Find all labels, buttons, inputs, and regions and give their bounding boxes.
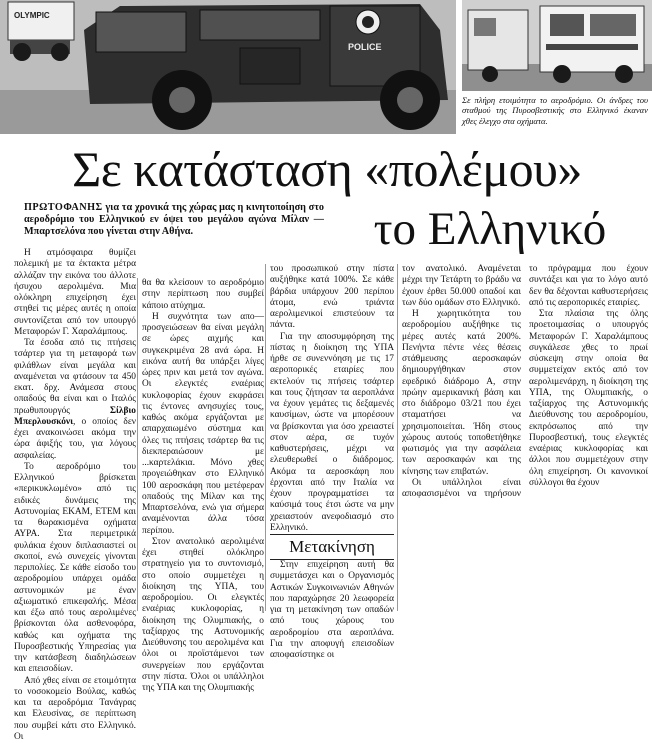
column-divider (397, 264, 398, 611)
paragraph-text: Τα έσοδα από τις πτήσεις τσάρτερ για τη μεταφορά των φιλάθλων είναι μεγάλα και αναμένεται να φτάσουν τα 450 εκατ. δρχ. Ανάμεσα στους οπαδούς θα είναι και ο Ιταλός πρωθυπουργός (14, 338, 136, 416)
vehicle-door-label: POLICE (348, 42, 382, 52)
truck-label: OLYMPIC (14, 11, 50, 20)
person-name: Σίλβιο Μπερλουσκόνι (14, 406, 136, 427)
paragraph: Το αεροδρόμιο του Ελληνικού βρίσκεται «περικυκλωμένο» από τις ειδικές δυνάμεις της Αστυνομίας ΕΚΑΜ, ΕΤΕΜ και τα θωρακισμένα οχήματα ΑΥΡΑ. Στα περιμετρικά φυλάκια έχουν διπλασιαστεί οι σκοποί, ενώ συνεχείς γίνονται περιπολίες. Σε κάθε είσοδο του αεροδρομίου υπάρχει ομάδα αστυνομικών με έναν αξιωματικό επικεφαλής. Μέσα και έξω από τους αερολιμένες βρίσκονται όλα ασθενοφόρα, καθώς και οχήματα της Πυροσβεστικής Υπηρεσίας για την κατάσβεση διαδηλώσεων και επεισοδίων. (14, 462, 136, 676)
armored-vehicle-illustration (0, 0, 456, 134)
side-photo (460, 0, 652, 91)
kicker (24, 202, 324, 239)
paragraph: του προσωπικού στην πίστα αυξήθηκε κατά 100%. Σε κάθε βάρδια υπάρχουν 200 περίπου άτομα, ενώ τριάντα αερολιμενικοί επιστεύουν τα πάντα. (270, 264, 394, 332)
kicker-text: για τα χρονικά της χώρας μας η κινητοποίηση στο αεροδρόμιο του Ελληνικού εν όψει του μεγάλου αγώνα Μίλαν — Μπαρτσελόνα που γίνεται στην Αθήνα. (24, 202, 324, 237)
column-divider (265, 264, 266, 611)
article-column-4 (402, 264, 648, 611)
paragraph: Από χθες είναι σε ετοιμότητα το νοσοκομείο Βούλας, καθώς και τα αεροδρόμια Τανάγρας και Ελευσίνας, σε περίπτωση που συμβεί κάτι στο Ελληνικό. Οι (14, 676, 136, 743)
paragraph: Στα πλαίσια της όλης προετοιμασίας ο υπουργός Μεταφορών Γ. Χαραλάμπους συγκάλεσε χθες το πρωί σύσκεψη στην οποία θα συμμετείχαν εκτός από τον αερολιμενάρχη, η διοίκηση της ΥΠΑ, της Ολυμπιακής, ο ταξίαρχος της Αστυνομικής Διεύθυνσης του αεροδρομίου, εκπρόσωπος από την Πυροσβεστική, τους ελεγκτές εναέριας κυκλοφορίας και άλλοι που συμμετέχουν στην όλη επιχείρηση. Οι κανονικοί σύλλογοι θα έχουν (529, 309, 648, 489)
headline: Σε κατάσταση «πολέμου» (4, 140, 650, 198)
section-subhead: Μετακίνηση (270, 534, 394, 560)
paragraph: Η χωρητικότητα του αεροδρομίου αυξήθηκε τις μέρες αυτές κατά 200%. Πενήντα πέντε νέες θέσεις στάθμευσης αεροσκαφών δημιουργήθηκαν στον εφεδρικό διάδρομο Α, στην πρώην αμερικανική βάση και στο διάδρομο 03/21 που έχει σταματήσει να χρησιμοποιείται. Ήδη στους χώρους αυτούς τοποθετήθηκε φωτισμός για την ασφάλεια των αεροσκαφών και της κίνησης των επιβατών. (402, 309, 521, 478)
paragraph: Οι υπάλληλοι είναι αποφασισμένοι να τηρήσουν το πρόγραμμα που έχουν συντάξει και για το λόγο αυτό δεν θα δέχονται καθυστερήσεις από τις αεροπορικές εταιρίες. (402, 264, 648, 500)
column-divider (137, 278, 138, 611)
paragraph: Η συχνότητα των απο—προσγειώσεων θα είναι μεγάλη σε ώρες αιχμής και συγκεκριμένα 28 ανά ώρα. Η εικόνα αυτή θα υπάρξει λίγες ώρες πριν και μετά τον αγώνα. Οι ελεγκτές εναέριας κυκλοφορίας έχουν εκφράσει τις έντονες ανησυχίες τους, καθώς ακόμα εργάζονται με απαρχαιωμένο σύστημα και όλες τις πτήσεις τσάρτερ θα τις διεκπεραιώσουν με ...καρτελάκια. Μόνο χθες προγειώθηκαν στο Ελληνικό 100 αεροσκάφη που μετέφεραν οπαδούς της Μίλαν και της Μπαρτσελόνα, ενώ για σήμερα αναμένονται άλλα τόσα περίπου. (142, 312, 264, 537)
paragraph: Για την αποσυμφόρηση της πίστας η διοίκηση της ΥΠΑ ήρθε σε συνεννόηση με τις 17 αεροπορικές εταιρίες που εκτελούν τις πτήσεις τσάρτερ και τους ζήτησαν τα αεροπλάνα να έχουν γεμάτες τις δεξαμενές καυσίμων, ώστε να μπορέσουν να βρίσκονται για όσο χρειαστεί στον αέρα, σε τυχόν καθυστερήσεις, μέχρι να ελευθερωθεί ο διάδρομος. Ακόμα τα αεροσκάφη που έρχονται από την Ιταλία να έχουν προγραμματίσει τα καύσιμά τους έτσι ώστε να μην χρειαστούν ανεφοδιασμό στο Ελληνικό. (270, 332, 394, 535)
paragraph: θα θα κλείσουν το αεροδρόμιο στην περίπτωση που συμβεί κάποιο ατύχημα. (142, 278, 264, 312)
paragraph: Στην επιχείρηση αυτή θα συμμετάσχει και ο Οργανισμός Αστικών Συγκοινωνιών Αθηνών που παραχώρησε 20 λεωφορεία για τη μετακίνηση των οπαδών από τους χώρους του αεροδρομίου στα αεροπλάνα. Για την αποφυγή επεισοδίων αποφασίστηκε οι (270, 560, 394, 661)
article-column-3 (270, 264, 394, 611)
photo-caption: Σε πλήρη ετοιμότητα το αεροδρόμιο. Οι άνδρες του σταθμού της Πυροσβεστικής στο Ελληνικό έκαναν χθες έλεγχο στα οχήματα. (462, 95, 648, 135)
column-pair (402, 264, 648, 611)
paragraph: Στον ανατολικό αερολιμένα έχει στηθεί ολόκληρο στρατηγείο για το συντονισμό, στο οποίο συμμετέχει η διοίκηση της ΥΠΑ, του αεροδρομίου. Οι ελεγκτές εναέριας κυκλοφορίας, η διοίκηση της Ολυμπιακής, ο ταξίαρχος της Αστυνομικής Διεύθυνσης του αερολιμένα και όλοι οι προϊστάμενοι των συνεργείων που εργάζονται στην πίστα. Όλοι οι υπάλληλοι της ΥΠΑ και της Ολυμπιακής (142, 537, 264, 695)
main-photo (0, 0, 456, 134)
kicker-lead: ΠΡΩΤΟΦΑΝΗΣ (24, 202, 103, 213)
paragraph: Η ατμόσφαιρα θυμίζει πολεμική με τα έκτακτα μέτρα αλλάζαν την εικόνα του άλλοτε ήσυχου αερολιμένα. Μια ολόκληρη επιχείρηση έχει στηθεί τις μέρες αυτές η οποία συντονίζεται από τον υπουργό Μεταφορών Γ. Χαραλάμπους. (14, 248, 136, 338)
fire-truck-illustration (462, 0, 652, 91)
article-column-2 (142, 278, 264, 611)
paragraph: τον ανατολικό. Αναμένεται μέχρι την Τετάρτη το βράδυ να έχουν έρθει 50.000 οπαδοί και των δύο ομάδων στο Ελληνικό. (402, 264, 521, 309)
paragraph (14, 338, 136, 462)
sub-headline: το Ελληνικό (330, 202, 650, 256)
article-column-1 (14, 248, 136, 611)
paragraph-text: , ο οποίος δεν έχει ανακοινώσει ακόμα την ώρα άφιξής του, για λόγους ασφαλείας. (14, 417, 136, 461)
